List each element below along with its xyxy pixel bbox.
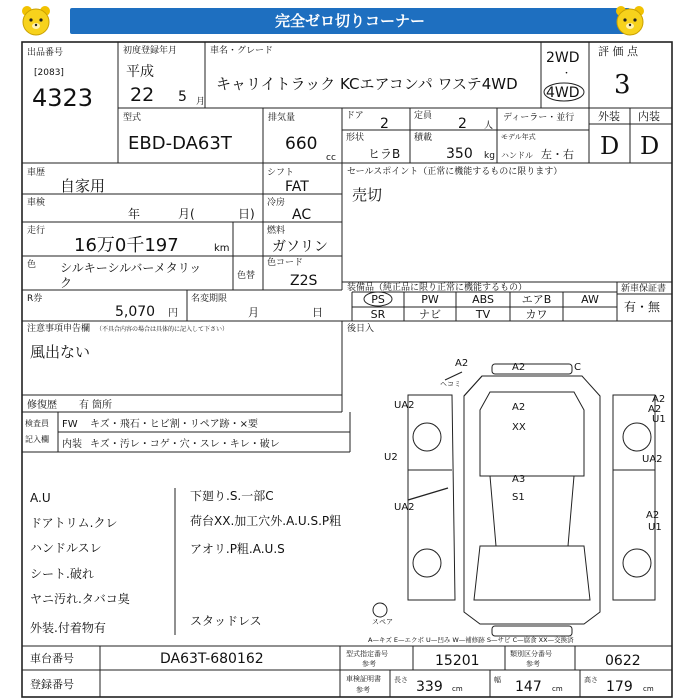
handwritten-note: A.U xyxy=(30,491,51,505)
repair-unit: 箇所 xyxy=(92,400,112,411)
grade-score: 3 xyxy=(614,70,631,100)
damage-mark: A2 xyxy=(652,394,666,405)
interior-label: 内装 xyxy=(638,110,660,123)
color-code: Z2S xyxy=(290,273,318,289)
lot-label: 出品番号 xyxy=(27,48,64,58)
damage-mark: A2 xyxy=(646,510,660,521)
diagram-legend: A—キズ E—エクボ U—凹み W—補修跡 S—サビ C—腐食 XX—交換済 xyxy=(368,636,574,644)
warranty-label: 新車保証書 xyxy=(621,284,667,294)
damage-mark: U1 xyxy=(648,522,662,533)
fw-label: FW xyxy=(62,419,78,430)
first-reg-month: 5 xyxy=(178,89,187,105)
recycle-unit: 円 xyxy=(168,308,178,319)
chassis-label: 車台番号 xyxy=(30,652,74,665)
handwritten-note: 下廻り.S.一部C xyxy=(190,489,274,503)
mileage: 16万0千197 xyxy=(74,235,179,256)
class-number: 0622 xyxy=(605,653,641,669)
fuel-label: 燃料 xyxy=(267,226,286,236)
damage-mark: ヘコミ xyxy=(440,380,461,388)
inspector-label-2: 記入欄 xyxy=(25,435,49,444)
name-change-label: 名変期限 xyxy=(191,294,228,304)
damage-mark: C xyxy=(574,362,581,373)
back-seat-label: 後日入 xyxy=(347,324,375,334)
handwritten-note: アオリ.P粗.A.U.S xyxy=(190,542,285,556)
displacement: 660 xyxy=(285,134,318,154)
usage-label: 車歴 xyxy=(27,168,46,178)
displacement-label: 排気量 xyxy=(268,113,296,123)
model-label: 型式 xyxy=(123,113,142,123)
cooling-label: 冷房 xyxy=(267,198,286,208)
equipment-item: エアB xyxy=(521,293,552,306)
handwritten-note: 荷台XX.加工穴外.A.U.S.P粗 xyxy=(190,514,342,528)
exterior-grade: D xyxy=(600,132,620,160)
car-name: キャリイトラック KCエアコンパ ワステ4WD xyxy=(216,75,518,93)
dims-sub: 参考 xyxy=(356,686,370,694)
color-label: 色 xyxy=(27,260,37,270)
equipment-item: TV xyxy=(475,308,491,321)
equipment-item: PW xyxy=(421,293,439,306)
damage-mark: XX xyxy=(512,422,526,433)
inspection-year: 年 xyxy=(128,207,141,221)
diagram-marks xyxy=(372,358,666,626)
handwritten-note: ドアトリム.クレ xyxy=(30,516,118,530)
color-name-line1: シルキーシルバーメタリッ xyxy=(60,261,202,275)
drive-4wd: 4WD xyxy=(546,85,580,101)
equipment-item: SR xyxy=(370,308,386,321)
length-label: 長さ xyxy=(394,676,408,684)
height-unit: cm xyxy=(643,685,654,693)
damage-mark: A2 xyxy=(455,358,469,369)
interior-grade: D xyxy=(640,132,660,160)
handwritten-note: シート.破れ xyxy=(30,567,94,581)
fw-items: キズ・飛石・ヒビ割・リペア跡・×要 xyxy=(90,419,258,430)
length-unit: cm xyxy=(452,685,463,693)
handwritten-right-list xyxy=(190,489,341,628)
first-reg-month-unit: 月 xyxy=(196,97,206,107)
inspection-day: 日) xyxy=(238,207,255,221)
page-title: 完全ゼロ切りコーナー xyxy=(70,8,630,34)
equipment-item: ABS xyxy=(472,293,494,306)
damage-mark: S1 xyxy=(512,492,525,503)
width: 147 xyxy=(515,679,542,695)
doors-label: ドア xyxy=(346,111,364,121)
color-name-line2: ク xyxy=(60,276,73,290)
recycle-fee: 5,070 xyxy=(115,304,156,320)
interior-check-label: 内装 xyxy=(62,439,82,450)
handle: 左・右 xyxy=(541,148,574,161)
type-cert-sub: 参考 xyxy=(362,660,376,668)
equipment-item: AW xyxy=(581,293,599,306)
damage-mark: A2 xyxy=(648,404,662,415)
notes-label: 注意事項申告欄 xyxy=(27,324,91,334)
damage-mark: UA2 xyxy=(394,502,415,513)
chassis-number: DA63T-680162 xyxy=(160,651,264,667)
width-unit: cm xyxy=(552,685,563,693)
load-label: 積載 xyxy=(414,133,433,143)
lot-sub: [2083] xyxy=(34,68,64,78)
width-label: 幅 xyxy=(494,676,501,684)
model-code: EBD-DA63T xyxy=(128,133,232,154)
dealer-label: ディーラー・並行 xyxy=(503,113,575,123)
equipment-item: PS xyxy=(371,293,385,306)
mileage-label: 走行 xyxy=(27,226,46,236)
capacity-label: 定員 xyxy=(414,111,433,121)
handwritten-note: ハンドルスレ xyxy=(30,541,102,555)
height-label: 高さ xyxy=(584,676,598,684)
interior-check-items: キズ・汚レ・コゲ・穴・スレ・キレ・破レ xyxy=(90,439,280,450)
lot-number: 4323 xyxy=(32,84,94,112)
warranty: 有・無 xyxy=(624,300,661,314)
grade-label: 評 価 点 xyxy=(598,45,638,58)
mileage-unit: km xyxy=(214,243,230,254)
type-cert-number: 15201 xyxy=(435,653,480,669)
height: 179 xyxy=(606,679,633,695)
handle-label: ハンドル xyxy=(501,151,533,160)
handwritten-left-list xyxy=(30,491,130,635)
body-type: ヒラB xyxy=(368,147,401,161)
repair-value: 有 xyxy=(79,400,89,411)
equipment-label: 装備品（純正品に限り正常に機能するもの） xyxy=(347,283,528,293)
damage-mark: UA2 xyxy=(642,454,663,465)
recycle-label: R券 xyxy=(27,294,43,304)
displacement-unit: cc xyxy=(326,153,336,163)
first-reg-year: 22 xyxy=(130,84,155,106)
damage-mark: スペア xyxy=(372,618,393,626)
first-reg-era: 平成 xyxy=(126,64,154,80)
handwritten-note: スタッドレス xyxy=(190,614,262,628)
shift: FAT xyxy=(285,179,309,195)
inspection-label: 車検 xyxy=(27,198,46,208)
damage-mark: UA2 xyxy=(394,400,415,411)
damage-mark: U1 xyxy=(652,414,666,425)
drive-2wd: 2WD xyxy=(546,50,580,66)
equipment-item: カワ xyxy=(525,308,548,321)
car-name-label: 車名・グレード xyxy=(210,46,274,56)
color-swap-label: 色替 xyxy=(237,271,256,281)
cooling: AC xyxy=(292,207,312,223)
drive-dot: ・ xyxy=(562,69,572,79)
damage-mark: U2 xyxy=(384,452,398,463)
handwritten-note: ヤニ汚れ.タバコ臭 xyxy=(30,592,130,606)
damage-mark: A3 xyxy=(512,474,526,485)
damage-mark: A2 xyxy=(512,402,526,413)
handwritten-note: 外装.付着物有 xyxy=(30,621,106,635)
usage: 自家用 xyxy=(60,177,106,195)
body-label: 形状 xyxy=(346,133,365,143)
doors: 2 xyxy=(380,116,389,132)
reg-no-label: 登録番号 xyxy=(30,678,74,691)
class-no-sub: 参考 xyxy=(526,660,540,668)
shift-label: シフト xyxy=(267,168,295,178)
capacity: 2 xyxy=(458,116,467,132)
type-cert-label: 型式指定番号 xyxy=(346,650,388,658)
exterior-label: 外装 xyxy=(598,110,620,123)
damage-mark: A2 xyxy=(512,362,526,373)
load: 350 xyxy=(446,146,473,162)
length: 339 xyxy=(416,679,443,695)
dims-label: 車検証明書 xyxy=(346,675,381,683)
fuel: ガソリン xyxy=(272,239,328,255)
class-no-label: 類別区分番号 xyxy=(510,650,552,658)
color-code-label: 色コード xyxy=(267,258,304,268)
sales-point: 売切 xyxy=(352,186,383,204)
repair-label: 修復歴 xyxy=(27,400,57,411)
model-year-label: モデル年式 xyxy=(501,133,536,141)
load-unit: kg xyxy=(484,151,495,161)
notes-text: 風出ない xyxy=(30,343,91,361)
sales-point-label: セールスポイント（正常に機能するものに限ります） xyxy=(347,167,563,177)
equipment-item: ナビ xyxy=(419,308,441,321)
name-change-month: 月 xyxy=(248,306,259,319)
first-reg-label: 初度登録年月 xyxy=(123,46,178,56)
name-change-day: 日 xyxy=(312,306,323,319)
capacity-unit: 人 xyxy=(484,121,494,131)
inspection-month: 月( xyxy=(178,207,195,221)
inspector-label-1: 検査員 xyxy=(25,419,49,428)
notes-sub: （不具合内容の場合は具体的に記入して下さい） xyxy=(96,326,229,333)
